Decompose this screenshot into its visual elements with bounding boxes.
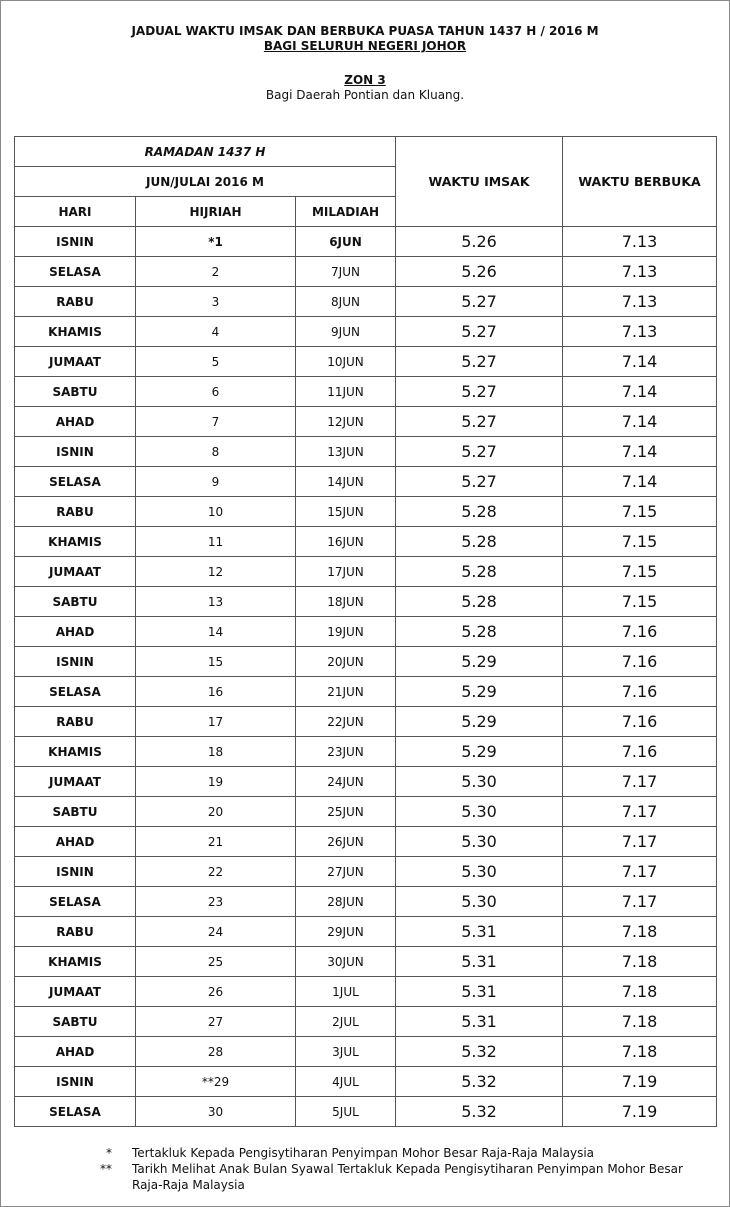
hijriah-cell: 18: [136, 737, 296, 767]
table-row: [15, 527, 717, 557]
hijriah-cell: 11: [136, 527, 296, 557]
hijriah-cell: 5: [136, 347, 296, 377]
hijriah-cell: 24: [136, 917, 296, 947]
day-cell: JUMAAT: [15, 767, 136, 797]
berbuka-time-cell: 7.17: [563, 887, 717, 917]
miladiah-cell: 13JUN: [296, 437, 396, 467]
table-row: [15, 827, 717, 857]
berbuka-time-cell: 7.14: [563, 377, 717, 407]
miladiah-cell: 28JUN: [296, 887, 396, 917]
day-cell: ISNIN: [15, 857, 136, 887]
day-cell: SABTU: [15, 797, 136, 827]
imsak-time-cell: 5.30: [396, 827, 563, 857]
berbuka-column-header: WAKTU BERBUKA: [563, 137, 717, 227]
berbuka-time-cell: 7.13: [563, 227, 717, 257]
miladiah-cell: 15JUN: [296, 497, 396, 527]
miladiah-cell: 5JUL: [296, 1097, 396, 1127]
day-cell: RABU: [15, 917, 136, 947]
miladiah-cell: 2JUL: [296, 1007, 396, 1037]
hijriah-cell: 27: [136, 1007, 296, 1037]
table-row: [15, 797, 717, 827]
miladiah-cell: 25JUN: [296, 797, 396, 827]
hijriah-cell: 17: [136, 707, 296, 737]
table-row: [15, 317, 717, 347]
hijriah-cell: 20: [136, 797, 296, 827]
hijriah-cell: 28: [136, 1037, 296, 1067]
berbuka-time-cell: 7.16: [563, 677, 717, 707]
day-cell: ISNIN: [15, 227, 136, 257]
miladiah-cell: 20JUN: [296, 647, 396, 677]
berbuka-time-cell: 7.18: [563, 947, 717, 977]
table-row: [15, 227, 717, 257]
miladiah-cell: 29JUN: [296, 917, 396, 947]
berbuka-time-cell: 7.14: [563, 467, 717, 497]
day-cell: SELASA: [15, 677, 136, 707]
miladiah-cell: 26JUN: [296, 827, 396, 857]
day-cell: SABTU: [15, 1007, 136, 1037]
table-row: [15, 587, 717, 617]
day-cell: RABU: [15, 707, 136, 737]
miladiah-cell: 22JUN: [296, 707, 396, 737]
hijriah-cell: 4: [136, 317, 296, 347]
imsak-time-cell: 5.31: [396, 947, 563, 977]
berbuka-time-cell: 7.15: [563, 497, 717, 527]
hijriah-cell: 14: [136, 617, 296, 647]
day-cell: SABTU: [15, 377, 136, 407]
day-cell: JUMAAT: [15, 977, 136, 1007]
day-cell: SELASA: [15, 1097, 136, 1127]
footnote-1-mark: *: [106, 1146, 112, 1160]
berbuka-time-cell: 7.14: [563, 347, 717, 377]
berbuka-time-cell: 7.19: [563, 1067, 717, 1097]
table-row: [15, 1037, 717, 1067]
imsak-time-cell: 5.27: [396, 407, 563, 437]
berbuka-time-cell: 7.16: [563, 737, 717, 767]
hijriah-cell: 8: [136, 437, 296, 467]
hijriah-cell: **29: [136, 1067, 296, 1097]
miladiah-cell: 27JUN: [296, 857, 396, 887]
hijriah-cell: 7: [136, 407, 296, 437]
hijriah-cell: *1: [136, 227, 296, 257]
imsak-time-cell: 5.30: [396, 887, 563, 917]
day-cell: JUMAAT: [15, 557, 136, 587]
hijriah-cell: 15: [136, 647, 296, 677]
miladiah-cell: 19JUN: [296, 617, 396, 647]
day-cell: KHAMIS: [15, 947, 136, 977]
table-row: [15, 287, 717, 317]
imsak-time-cell: 5.29: [396, 677, 563, 707]
table-row: [15, 767, 717, 797]
miladiah-cell: 7JUN: [296, 257, 396, 287]
table-row: [15, 407, 717, 437]
berbuka-time-cell: 7.17: [563, 857, 717, 887]
hijriah-column-header: HIJRIAH: [136, 197, 296, 227]
document-subtitle: BAGI SELURUH NEGERI JOHOR: [263, 39, 467, 53]
miladiah-cell: 30JUN: [296, 947, 396, 977]
table-row: [15, 707, 717, 737]
berbuka-time-cell: 7.15: [563, 527, 717, 557]
imsak-time-cell: 5.30: [396, 797, 563, 827]
imsak-time-cell: 5.27: [396, 347, 563, 377]
table-row: [15, 1067, 717, 1097]
day-cell: AHAD: [15, 617, 136, 647]
hijriah-cell: 3: [136, 287, 296, 317]
document-title: JADUAL WAKTU IMSAK DAN BERBUKA PUASA TAHUN 1437 H / 2016 M: [131, 24, 599, 38]
imsak-time-cell: 5.27: [396, 467, 563, 497]
berbuka-time-cell: 7.17: [563, 827, 717, 857]
hijriah-cell: 19: [136, 767, 296, 797]
miladiah-cell: 3JUL: [296, 1037, 396, 1067]
imsak-time-cell: 5.28: [396, 557, 563, 587]
table-row: [15, 557, 717, 587]
miladiah-cell: 8JUN: [296, 287, 396, 317]
miladiah-cell: 6JUN: [296, 227, 396, 257]
footnote-2-text: Tarikh Melihat Anak Bulan Syawal Tertakluk Kepada Pengisytiharan Penyimpan Mohor Besar: [132, 1162, 683, 1176]
imsak-time-cell: 5.28: [396, 587, 563, 617]
hijriah-cell: 23: [136, 887, 296, 917]
miladiah-column-header: MILADIAH: [296, 197, 396, 227]
imsak-time-cell: 5.27: [396, 317, 563, 347]
day-cell: ISNIN: [15, 437, 136, 467]
miladiah-cell: 16JUN: [296, 527, 396, 557]
imsak-time-cell: 5.28: [396, 527, 563, 557]
berbuka-time-cell: 7.18: [563, 1037, 717, 1067]
berbuka-time-cell: 7.16: [563, 617, 717, 647]
day-cell: KHAMIS: [15, 317, 136, 347]
footnotes: [0, 1145, 730, 1193]
table-row: [15, 947, 717, 977]
berbuka-time-cell: 7.15: [563, 557, 717, 587]
berbuka-time-cell: 7.13: [563, 287, 717, 317]
day-cell: AHAD: [15, 407, 136, 437]
berbuka-time-cell: 7.17: [563, 767, 717, 797]
table-row: [15, 467, 717, 497]
day-cell: ISNIN: [15, 647, 136, 677]
table-row: [15, 1097, 717, 1127]
header-row-ramadan: [15, 137, 717, 167]
berbuka-time-cell: 7.18: [563, 977, 717, 1007]
day-cell: ISNIN: [15, 1067, 136, 1097]
day-cell: SELASA: [15, 467, 136, 497]
imsak-time-cell: 5.31: [396, 917, 563, 947]
imsak-time-cell: 5.31: [396, 1007, 563, 1037]
imsak-time-cell: 5.30: [396, 767, 563, 797]
imsak-column-header: WAKTU IMSAK: [396, 137, 563, 227]
berbuka-time-cell: 7.16: [563, 647, 717, 677]
table-row: [15, 647, 717, 677]
table-row: [15, 917, 717, 947]
zone-label: ZON 3: [344, 73, 386, 87]
hari-column-header: HARI: [15, 197, 136, 227]
miladiah-cell: 21JUN: [296, 677, 396, 707]
day-cell: SELASA: [15, 257, 136, 287]
imsak-time-cell: 5.30: [396, 857, 563, 887]
schedule-table: [14, 136, 717, 1127]
hijriah-cell: 2: [136, 257, 296, 287]
berbuka-time-cell: 7.18: [563, 1007, 717, 1037]
miladiah-cell: 9JUN: [296, 317, 396, 347]
miladiah-cell: 11JUN: [296, 377, 396, 407]
table-row: [15, 347, 717, 377]
berbuka-time-cell: 7.13: [563, 317, 717, 347]
miladiah-cell: 10JUN: [296, 347, 396, 377]
month-header: JUN/JULAI 2016 M: [15, 167, 396, 197]
imsak-time-cell: 5.29: [396, 737, 563, 767]
table-row: [15, 437, 717, 467]
berbuka-time-cell: 7.19: [563, 1097, 717, 1127]
miladiah-cell: 17JUN: [296, 557, 396, 587]
berbuka-time-cell: 7.18: [563, 917, 717, 947]
imsak-time-cell: 5.27: [396, 437, 563, 467]
day-cell: JUMAAT: [15, 347, 136, 377]
day-cell: AHAD: [15, 1037, 136, 1067]
miladiah-cell: 24JUN: [296, 767, 396, 797]
day-cell: KHAMIS: [15, 737, 136, 767]
footnote-2-text-cont: Raja-Raja Malaysia: [132, 1178, 245, 1192]
berbuka-time-cell: 7.13: [563, 257, 717, 287]
berbuka-time-cell: 7.15: [563, 587, 717, 617]
miladiah-cell: 23JUN: [296, 737, 396, 767]
day-cell: RABU: [15, 287, 136, 317]
table-row: [15, 497, 717, 527]
hijriah-cell: 26: [136, 977, 296, 1007]
hijriah-cell: 16: [136, 677, 296, 707]
ramadan-header: RAMADAN 1437 H: [15, 137, 396, 167]
table-row: [15, 857, 717, 887]
hijriah-cell: 22: [136, 857, 296, 887]
miladiah-cell: 4JUL: [296, 1067, 396, 1097]
miladiah-cell: 12JUN: [296, 407, 396, 437]
footnote-1-text: Tertakluk Kepada Pengisytiharan Penyimpan Mohor Besar Raja-Raja Malaysia: [132, 1146, 595, 1160]
day-cell: SELASA: [15, 887, 136, 917]
imsak-time-cell: 5.29: [396, 707, 563, 737]
day-cell: AHAD: [15, 827, 136, 857]
table-row: [15, 977, 717, 1007]
miladiah-cell: 1JUL: [296, 977, 396, 1007]
hijriah-cell: 30: [136, 1097, 296, 1127]
imsak-time-cell: 5.29: [396, 647, 563, 677]
imsak-time-cell: 5.27: [396, 287, 563, 317]
imsak-time-cell: 5.28: [396, 497, 563, 527]
day-cell: SABTU: [15, 587, 136, 617]
table-row: [15, 1007, 717, 1037]
imsak-time-cell: 5.26: [396, 227, 563, 257]
berbuka-time-cell: 7.16: [563, 707, 717, 737]
hijriah-cell: 25: [136, 947, 296, 977]
footnote-2-mark: **: [100, 1162, 112, 1176]
miladiah-cell: 18JUN: [296, 587, 396, 617]
footnote-1: [0, 1145, 730, 1161]
imsak-time-cell: 5.32: [396, 1097, 563, 1127]
hijriah-cell: 6: [136, 377, 296, 407]
table-row: [15, 677, 717, 707]
table-row: [15, 617, 717, 647]
berbuka-time-cell: 7.17: [563, 797, 717, 827]
table-row: [15, 257, 717, 287]
hijriah-cell: 21: [136, 827, 296, 857]
hijriah-cell: 9: [136, 467, 296, 497]
hijriah-cell: 10: [136, 497, 296, 527]
hijriah-cell: 12: [136, 557, 296, 587]
day-cell: KHAMIS: [15, 527, 136, 557]
miladiah-cell: 14JUN: [296, 467, 396, 497]
hijriah-cell: 13: [136, 587, 296, 617]
table-row: [15, 737, 717, 767]
table-row: [15, 377, 717, 407]
imsak-time-cell: 5.31: [396, 977, 563, 1007]
schedule-table-body: [15, 137, 717, 1127]
imsak-time-cell: 5.26: [396, 257, 563, 287]
imsak-time-cell: 5.28: [396, 617, 563, 647]
imsak-time-cell: 5.27: [396, 377, 563, 407]
berbuka-time-cell: 7.14: [563, 407, 717, 437]
imsak-time-cell: 5.32: [396, 1067, 563, 1097]
berbuka-time-cell: 7.14: [563, 437, 717, 467]
day-cell: RABU: [15, 497, 136, 527]
area-label: Bagi Daerah Pontian dan Kluang.: [265, 88, 465, 102]
table-row: [15, 887, 717, 917]
footnote-2: [0, 1161, 730, 1193]
imsak-time-cell: 5.32: [396, 1037, 563, 1067]
